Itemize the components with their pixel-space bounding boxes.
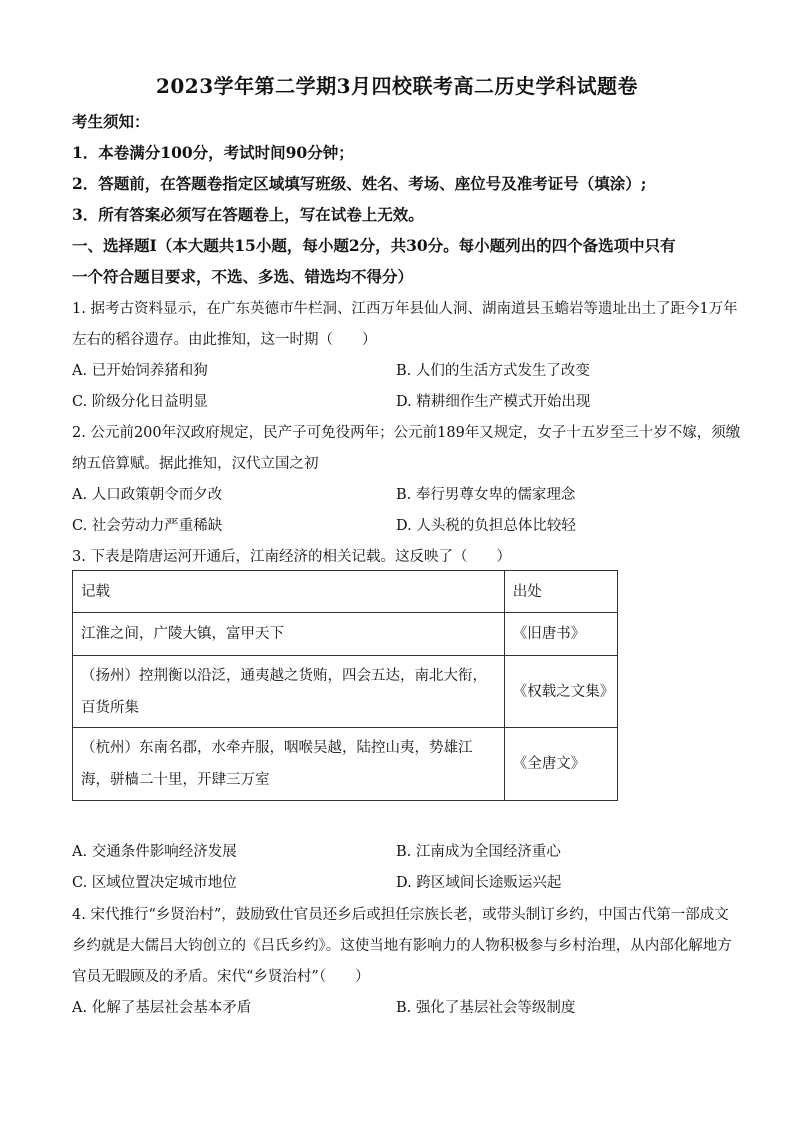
q4-stem-line3: 官员无暇顾及的矛盾。宋代“乡贤治村”（ ） (72, 969, 370, 985)
q3-option-a[interactable]: A. 交通条件影响经济发展 (72, 844, 237, 860)
table-row (73, 656, 618, 728)
q2-option-c[interactable]: C. 社会劳动力严重稀缺 (72, 518, 223, 534)
q3-option-c[interactable]: C. 区域位置决定城市地位 (72, 875, 237, 891)
notice-heading: 考生须知： (72, 112, 150, 131)
q2-option-b[interactable]: B. 奉行男尊女卑的儒家理念 (396, 487, 576, 503)
q4-option-b[interactable]: B. 强化了基层社会等级制度 (396, 1000, 576, 1016)
q1-option-a[interactable]: A. 已开始饲养猪和狗 (72, 363, 208, 379)
table-header-row (73, 571, 618, 613)
records-table (72, 570, 618, 801)
table-cell-record: （杭州）东南名郡，水牵卉服，咽喉吴越，陆控山夷，势雄江海，骈樯二十里，开肆三万室 (73, 728, 505, 801)
table-row (73, 728, 618, 801)
q4-stem-line2: 乡约就是大儒吕大钧创立的《吕氏乡约》。这使当地有影响力的人物积极参与乡村治理，从内部化解地方 (72, 938, 732, 954)
notice-item-2: 2．答题前，在答题卷指定区域填写班级、姓名、考场、座位号及准考证号（填涂）; (72, 174, 647, 193)
section-heading-line2: 一个符合题目要求，不选、多选、错选均不得分） (72, 267, 414, 286)
q4-stem-line1: 4. 宋代推行“乡贤治村”，鼓励致仕官员还乡后或担任宗族长老，或带头制订乡约，中国古代第一部成文 (72, 907, 729, 923)
page-title: 2023学年第二学期3月四校联考高二历史学科试题卷 (155, 74, 639, 98)
table-cell-record: 江淮之间，广陵大镇，富甲天下 (73, 613, 505, 656)
q2-stem-line2: 纳五倍算赋。据此推知，汉代立国之初 (72, 456, 319, 472)
q1-stem-line2: 左右的稻谷遗存。由此推知，这一时期（ ） (72, 332, 377, 348)
table-cell-source: 《全唐文》 (504, 728, 617, 801)
table-cell-source: 《旧唐书》 (504, 613, 617, 656)
q1-option-d[interactable]: D. 精耕细作生产模式开始出现 (396, 394, 591, 410)
table-row (73, 613, 618, 656)
notice-item-3: 3．所有答案必须写在答题卷上，写在试卷上无效。 (72, 205, 424, 224)
table-cell-source: 《权载之文集》 (504, 656, 617, 728)
q1-stem-line1: 1. 据考古资料显示，在广东英德市牛栏洞、江西万年县仙人洞、湖南道县玉蟾岩等遗址出土了距今1万年 (72, 301, 738, 317)
notice-item-1: 1．本卷满分100分，考试时间90分钟； (72, 143, 354, 162)
q1-option-c[interactable]: C. 阶级分化日益明显 (72, 394, 208, 410)
table-cell-record: （扬州）控荆衡以沿泛，通夷越之货贿，四会五达，南北大衔，百货所集 (73, 656, 505, 728)
q3-stem: 3. 下表是隋唐运河开通后，江南经济的相关记载。这反映了（ ） (72, 549, 511, 565)
q2-stem-line1: 2. 公元前200年汉政府规定，民产子可免役两年；公元前189年又规定，女子十五岁至三十岁不嫁，须缴 (72, 425, 741, 441)
q2-option-a[interactable]: A. 人口政策朝令而夕改 (72, 487, 223, 503)
section-heading-line1: 一、选择题Ⅰ（本大题共15小题，每小题2分，共30分。每小题列出的四个备选项中只有 (72, 236, 676, 255)
table-header-record: 记载 (73, 571, 505, 613)
q1-option-b[interactable]: B. 人们的生活方式发生了改变 (396, 363, 590, 379)
q4-option-a[interactable]: A. 化解了基层社会基本矛盾 (72, 1000, 252, 1016)
table-header-source: 出处 (504, 571, 617, 613)
q2-option-d[interactable]: D. 人头税的负担总体比较轻 (396, 518, 576, 534)
q3-option-d[interactable]: D. 跨区域间长途贩运兴起 (396, 875, 562, 891)
q3-option-b[interactable]: B. 江南成为全国经济重心 (396, 844, 561, 860)
